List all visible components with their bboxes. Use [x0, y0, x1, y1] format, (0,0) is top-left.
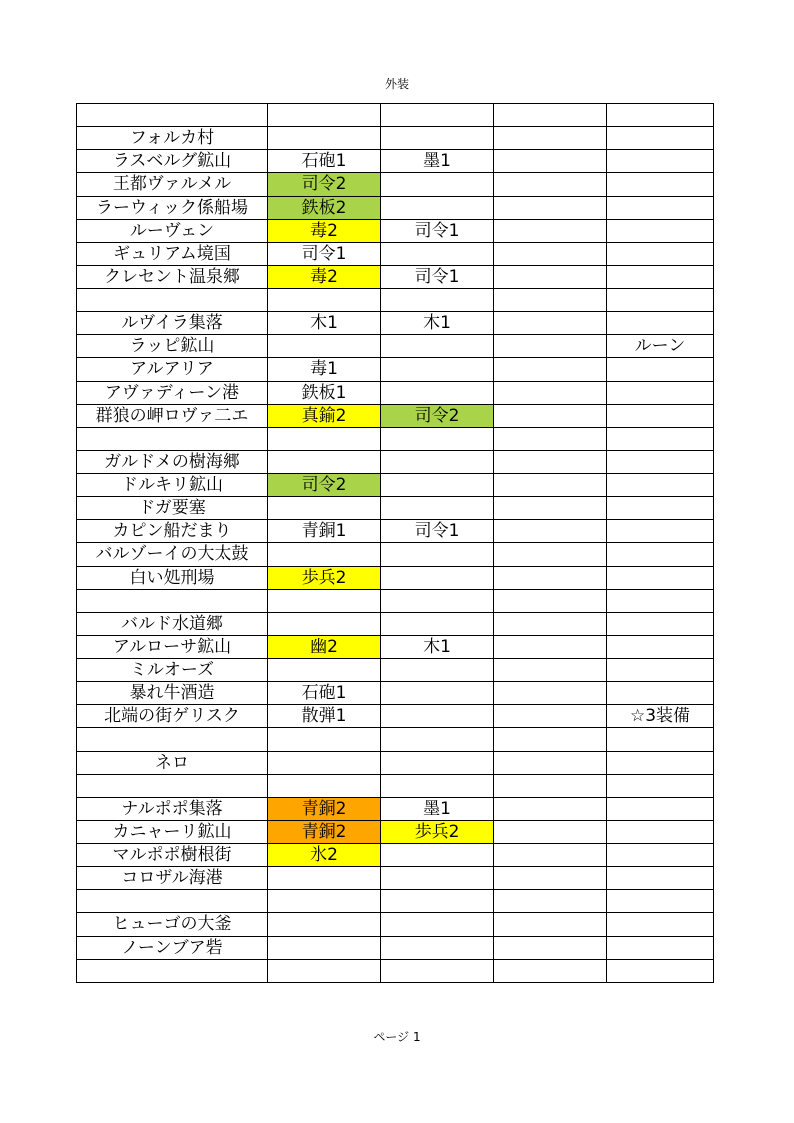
material-cell-1[interactable]	[268, 751, 381, 774]
material-cell-1[interactable]: 毒2	[268, 219, 381, 242]
material-cell-3[interactable]	[494, 381, 607, 404]
material-cell-3[interactable]	[494, 335, 607, 358]
table-row	[77, 497, 714, 520]
material-cell-1[interactable]	[268, 104, 381, 127]
material-cell-3[interactable]	[494, 612, 607, 635]
material-cell-3[interactable]	[494, 867, 607, 890]
location-cell[interactable]	[77, 728, 268, 751]
material-cell-1[interactable]: 司令2	[268, 173, 381, 196]
material-cell-1[interactable]: 石砲1	[268, 150, 381, 173]
material-cell-2[interactable]	[381, 890, 494, 913]
material-cell-1[interactable]: 毒2	[268, 265, 381, 288]
note-cell[interactable]	[607, 936, 714, 959]
table-row	[77, 844, 714, 867]
material-cell-1[interactable]: 幽2	[268, 635, 381, 658]
material-cell-2[interactable]	[381, 173, 494, 196]
material-cell-1[interactable]: 司令2	[268, 474, 381, 497]
table-row	[77, 635, 714, 658]
note-cell[interactable]	[607, 474, 714, 497]
location-cell[interactable]	[77, 959, 268, 982]
location-cell[interactable]: ラスベルグ鉱山	[77, 150, 268, 173]
material-cell-2[interactable]	[381, 381, 494, 404]
material-cell-1[interactable]	[268, 497, 381, 520]
material-cell-3[interactable]	[494, 959, 607, 982]
note-cell[interactable]	[607, 728, 714, 751]
table-row	[77, 219, 714, 242]
location-cell[interactable]: ガルドメの樹海郷	[77, 450, 268, 473]
location-cell[interactable]: ヒューゴの大釜	[77, 913, 268, 936]
material-cell-1[interactable]	[268, 450, 381, 473]
material-cell-1[interactable]	[268, 427, 381, 450]
material-cell-1[interactable]: 青銅2	[268, 820, 381, 843]
table-row	[77, 728, 714, 751]
material-cell-1[interactable]: 鉄板1	[268, 381, 381, 404]
location-cell[interactable]: 王都ヴァルメル	[77, 173, 268, 196]
table-row	[77, 242, 714, 265]
note-cell[interactable]	[607, 150, 714, 173]
material-cell-2[interactable]	[381, 728, 494, 751]
material-cell-2[interactable]: 墨1	[381, 150, 494, 173]
table-row	[77, 774, 714, 797]
material-cell-2[interactable]	[381, 497, 494, 520]
location-cell[interactable]	[77, 890, 268, 913]
location-cell[interactable]: ミルオーズ	[77, 659, 268, 682]
note-cell[interactable]	[607, 219, 714, 242]
table-row	[77, 104, 714, 127]
material-cell-2[interactable]	[381, 682, 494, 705]
material-cell-1[interactable]: 真鍮2	[268, 404, 381, 427]
material-cell-3[interactable]	[494, 265, 607, 288]
material-cell-1[interactable]	[268, 936, 381, 959]
location-cell[interactable]: 白い処刑場	[77, 566, 268, 589]
location-cell[interactable]: アヴァディーン港	[77, 381, 268, 404]
page-footer: ページ 1	[373, 1030, 421, 1044]
material-cell-2[interactable]: 墨1	[381, 797, 494, 820]
location-cell[interactable]	[77, 774, 268, 797]
table-row	[77, 427, 714, 450]
note-cell[interactable]	[607, 450, 714, 473]
material-cell-1[interactable]: 散弾1	[268, 705, 381, 728]
material-cell-2[interactable]: 司令1	[381, 520, 494, 543]
note-cell[interactable]	[607, 867, 714, 890]
material-cell-1[interactable]	[268, 543, 381, 566]
material-cell-1[interactable]	[268, 890, 381, 913]
table-row	[77, 682, 714, 705]
note-cell[interactable]: ルーン	[607, 335, 714, 358]
material-cell-2[interactable]	[381, 844, 494, 867]
material-cell-3[interactable]	[494, 566, 607, 589]
material-cell-2[interactable]	[381, 104, 494, 127]
table-row	[77, 705, 714, 728]
material-cell-1[interactable]: 毒1	[268, 358, 381, 381]
material-cell-3[interactable]	[494, 427, 607, 450]
table-row	[77, 890, 714, 913]
location-cell[interactable]: 群狼の岬ロヴァ二エ	[77, 404, 268, 427]
material-cell-2[interactable]	[381, 612, 494, 635]
material-cell-1[interactable]	[268, 589, 381, 612]
page-title: 外装	[384, 77, 409, 91]
material-cell-3[interactable]	[494, 797, 607, 820]
material-cell-3[interactable]	[494, 497, 607, 520]
material-cell-1[interactable]	[268, 659, 381, 682]
material-cell-1[interactable]	[268, 728, 381, 751]
location-cell[interactable]: バルゾーイの大太鼓	[77, 543, 268, 566]
table-row	[77, 797, 714, 820]
location-cell[interactable]	[77, 589, 268, 612]
material-cell-3[interactable]	[494, 751, 607, 774]
material-cell-2[interactable]	[381, 751, 494, 774]
material-cell-2[interactable]: 司令1	[381, 219, 494, 242]
material-cell-2[interactable]	[381, 196, 494, 219]
material-cell-3[interactable]	[494, 820, 607, 843]
note-cell[interactable]	[607, 682, 714, 705]
spreadsheet-table	[76, 103, 714, 983]
material-cell-1[interactable]	[268, 612, 381, 635]
material-cell-2[interactable]	[381, 867, 494, 890]
material-cell-2[interactable]	[381, 566, 494, 589]
material-cell-3[interactable]	[494, 659, 607, 682]
note-cell[interactable]	[607, 913, 714, 936]
material-cell-3[interactable]	[494, 312, 607, 335]
note-cell[interactable]	[607, 381, 714, 404]
note-cell[interactable]	[607, 890, 714, 913]
table-row	[77, 335, 714, 358]
material-cell-2[interactable]	[381, 705, 494, 728]
material-cell-1[interactable]: 木1	[268, 312, 381, 335]
material-cell-3[interactable]	[494, 728, 607, 751]
location-cell[interactable]: ノーンブア砦	[77, 936, 268, 959]
location-cell[interactable]: アルローサ鉱山	[77, 635, 268, 658]
material-cell-1[interactable]	[268, 335, 381, 358]
material-cell-3[interactable]	[494, 127, 607, 150]
material-cell-2[interactable]: 司令2	[381, 404, 494, 427]
note-cell[interactable]	[607, 959, 714, 982]
material-cell-2[interactable]	[381, 659, 494, 682]
note-cell[interactable]	[607, 751, 714, 774]
table-row	[77, 820, 714, 843]
location-cell[interactable]: マルポポ樹根街	[77, 844, 268, 867]
location-cell[interactable]: ネロ	[77, 751, 268, 774]
note-cell[interactable]	[607, 358, 714, 381]
material-cell-2[interactable]	[381, 427, 494, 450]
location-cell[interactable]: コロザル海港	[77, 867, 268, 890]
table-row	[77, 265, 714, 288]
material-cell-2[interactable]	[381, 242, 494, 265]
location-cell[interactable]: ルヴイラ集落	[77, 312, 268, 335]
table-row	[77, 520, 714, 543]
note-cell[interactable]	[607, 820, 714, 843]
location-cell[interactable]: ラーウィック係船場	[77, 196, 268, 219]
material-cell-3[interactable]	[494, 450, 607, 473]
location-cell[interactable]	[77, 427, 268, 450]
material-cell-2[interactable]: 木1	[381, 635, 494, 658]
table-row	[77, 612, 714, 635]
material-cell-1[interactable]: 司令1	[268, 242, 381, 265]
note-cell[interactable]	[607, 520, 714, 543]
location-cell[interactable]	[77, 104, 268, 127]
material-cell-2[interactable]: 歩兵2	[381, 820, 494, 843]
table-row	[77, 127, 714, 150]
material-cell-3[interactable]	[494, 520, 607, 543]
location-cell[interactable]: カピン船だまり	[77, 520, 268, 543]
note-cell[interactable]	[607, 589, 714, 612]
location-cell[interactable]: ドガ要塞	[77, 497, 268, 520]
table-row	[77, 289, 714, 312]
table-row	[77, 959, 714, 982]
material-cell-2[interactable]	[381, 913, 494, 936]
table-row	[77, 381, 714, 404]
material-cell-2[interactable]	[381, 474, 494, 497]
material-cell-1[interactable]: 青銅2	[268, 797, 381, 820]
material-cell-2[interactable]	[381, 936, 494, 959]
material-cell-1[interactable]	[268, 774, 381, 797]
note-cell[interactable]	[607, 242, 714, 265]
material-cell-3[interactable]	[494, 219, 607, 242]
material-cell-3[interactable]	[494, 705, 607, 728]
location-cell[interactable]: ナルポポ集落	[77, 797, 268, 820]
location-cell[interactable]: ラッピ鉱山	[77, 335, 268, 358]
material-cell-1[interactable]	[268, 867, 381, 890]
table-row	[77, 358, 714, 381]
material-cell-2[interactable]	[381, 335, 494, 358]
material-cell-2[interactable]	[381, 289, 494, 312]
material-cell-1[interactable]	[268, 959, 381, 982]
material-cell-1[interactable]: 鉄板2	[268, 196, 381, 219]
note-cell[interactable]	[607, 497, 714, 520]
table-row	[77, 913, 714, 936]
note-cell[interactable]	[607, 659, 714, 682]
material-cell-2[interactable]	[381, 543, 494, 566]
material-cell-2[interactable]	[381, 959, 494, 982]
material-cell-1[interactable]	[268, 289, 381, 312]
material-cell-3[interactable]	[494, 358, 607, 381]
location-cell[interactable]: ルーヴェン	[77, 219, 268, 242]
location-cell[interactable]: カニャーリ鉱山	[77, 820, 268, 843]
note-cell[interactable]: ☆3装備	[607, 705, 714, 728]
location-cell[interactable]: 暴れ牛酒造	[77, 682, 268, 705]
table-row	[77, 150, 714, 173]
table-row	[77, 867, 714, 890]
note-cell[interactable]	[607, 265, 714, 288]
note-cell[interactable]	[607, 289, 714, 312]
location-cell[interactable]: アルアリア	[77, 358, 268, 381]
note-cell[interactable]	[607, 797, 714, 820]
note-cell[interactable]	[607, 844, 714, 867]
table-row	[77, 450, 714, 473]
material-cell-3[interactable]	[494, 936, 607, 959]
note-cell[interactable]	[607, 543, 714, 566]
location-cell[interactable]	[77, 289, 268, 312]
note-cell[interactable]	[607, 104, 714, 127]
note-cell[interactable]	[607, 196, 714, 219]
note-cell[interactable]	[607, 127, 714, 150]
material-cell-3[interactable]	[494, 196, 607, 219]
material-cell-3[interactable]	[494, 150, 607, 173]
material-cell-3[interactable]	[494, 104, 607, 127]
note-cell[interactable]	[607, 404, 714, 427]
material-cell-2[interactable]	[381, 127, 494, 150]
material-cell-3[interactable]	[494, 242, 607, 265]
material-cell-3[interactable]	[494, 913, 607, 936]
material-cell-2[interactable]	[381, 589, 494, 612]
material-cell-1[interactable]: 青銅1	[268, 520, 381, 543]
location-cell[interactable]: ギュリアム境国	[77, 242, 268, 265]
table-row	[77, 543, 714, 566]
location-cell[interactable]: 北端の街ゲリスク	[77, 705, 268, 728]
table-row	[77, 566, 714, 589]
location-cell[interactable]: フォルカ村	[77, 127, 268, 150]
note-cell[interactable]	[607, 774, 714, 797]
table-row	[77, 404, 714, 427]
note-cell[interactable]	[607, 312, 714, 335]
note-cell[interactable]	[607, 635, 714, 658]
material-cell-3[interactable]	[494, 844, 607, 867]
table-row	[77, 196, 714, 219]
material-cell-2[interactable]	[381, 358, 494, 381]
material-cell-3[interactable]	[494, 890, 607, 913]
note-cell[interactable]	[607, 173, 714, 196]
material-cell-1[interactable]	[268, 913, 381, 936]
location-cell[interactable]: ドルキリ鉱山	[77, 474, 268, 497]
material-cell-1[interactable]: 氷2	[268, 844, 381, 867]
location-cell[interactable]: クレセント温泉郷	[77, 265, 268, 288]
note-cell[interactable]	[607, 566, 714, 589]
table-row	[77, 659, 714, 682]
material-cell-2[interactable]	[381, 450, 494, 473]
table-row	[77, 474, 714, 497]
note-cell[interactable]	[607, 427, 714, 450]
material-cell-3[interactable]	[494, 404, 607, 427]
material-cell-1[interactable]	[268, 127, 381, 150]
material-cell-2[interactable]	[381, 774, 494, 797]
material-cell-3[interactable]	[494, 635, 607, 658]
material-cell-3[interactable]	[494, 474, 607, 497]
material-cell-3[interactable]	[494, 543, 607, 566]
table-row	[77, 936, 714, 959]
material-cell-2[interactable]: 木1	[381, 312, 494, 335]
material-cell-3[interactable]	[494, 682, 607, 705]
note-cell[interactable]	[607, 612, 714, 635]
table-row	[77, 589, 714, 612]
material-cell-1[interactable]: 歩兵2	[268, 566, 381, 589]
material-cell-3[interactable]	[494, 289, 607, 312]
location-cell[interactable]: バルド水道郷	[77, 612, 268, 635]
material-cell-3[interactable]	[494, 173, 607, 196]
material-cell-1[interactable]: 石砲1	[268, 682, 381, 705]
material-cell-3[interactable]	[494, 589, 607, 612]
table-row	[77, 751, 714, 774]
table-row	[77, 173, 714, 196]
table-row	[77, 312, 714, 335]
material-cell-2[interactable]: 司令1	[381, 265, 494, 288]
material-cell-3[interactable]	[494, 774, 607, 797]
